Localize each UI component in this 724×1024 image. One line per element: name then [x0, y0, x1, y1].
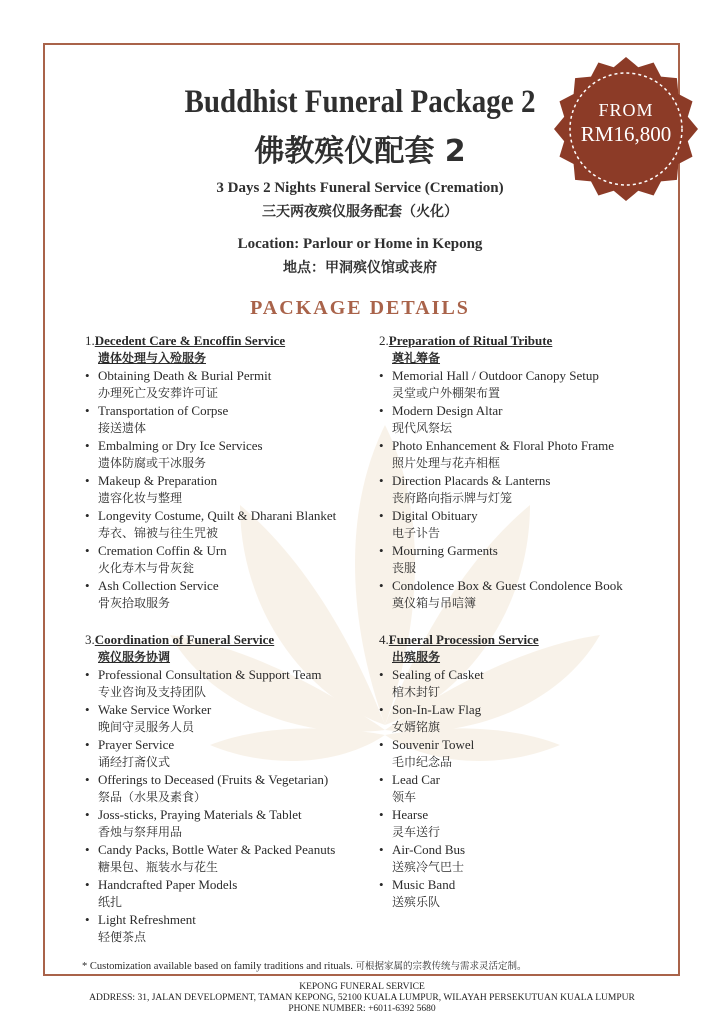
list-item: • Candy Packs, Bottle Water & Packed Peanuts 糖果包、瓶装水与花生	[85, 841, 335, 876]
section-ritual-tribute	[379, 332, 623, 612]
list-item: • Condolence Box & Guest Condolence Book 奠仪箱与吊唁簿	[379, 577, 623, 612]
item-list	[85, 367, 336, 612]
list-item: • Music Band 送殡乐队	[379, 876, 539, 911]
customization-note: * Customization available based on family traditions and rituals. 可根据家属的宗教传统与需求灵活定制。	[82, 961, 527, 972]
service-type: 3 Days 2 Nights Funeral Service (Cremation)	[216, 180, 504, 196]
footer-company: KEPONG FUNERAL SERVICE	[299, 982, 425, 992]
list-item: • Joss-sticks, Praying Materials & Tablet 香烛与祭拜用品	[85, 806, 335, 841]
list-item: • Longevity Costume, Quilt & Dharani Blanket 寿衣、锦被与往生咒被	[85, 507, 336, 542]
footer-phone: PHONE NUMBER: +6011-6392 5680	[288, 1004, 436, 1014]
list-item: • Direction Placards & Lanterns 丧府路向指示牌与灯笼	[379, 472, 623, 507]
list-item: • Son-In-Law Flag 女婿铭旗	[379, 701, 539, 736]
list-item: • Handcrafted Paper Models 纸扎	[85, 876, 335, 911]
list-item: • Ash Collection Service 骨灰拾取服务	[85, 577, 336, 612]
list-item: • Embalming or Dry Ice Services 遗体防腐或干冰服务	[85, 437, 336, 472]
list-item: • Transportation of Corpse 接送遗体	[85, 402, 336, 437]
section-title: 4.Funeral Procession Service	[379, 632, 539, 647]
section-funeral-procession	[379, 631, 539, 911]
section-title: 2.Preparation of Ritual Tribute	[379, 333, 553, 348]
list-item: • Modern Design Altar 现代风祭坛	[379, 402, 623, 437]
list-item: • Professional Consultation & Support Team 专业咨询及支持团队	[85, 666, 335, 701]
section-title-cn: 出殡服务	[392, 649, 441, 664]
location: Location: Parlour or Home in Kepong	[237, 236, 483, 252]
section-coordination	[85, 631, 335, 946]
section-title-cn: 殡仪服务协调	[98, 649, 171, 664]
list-item: • Wake Service Worker 晚间守灵服务人员	[85, 701, 335, 736]
section-title-cn: 遗体处理与入殓服务	[98, 350, 207, 365]
section-decedent-care	[85, 332, 336, 612]
list-item: • Makeup & Preparation 遗容化妆与整理	[85, 472, 336, 507]
package-details-heading: PACKAGE DETAILS	[250, 297, 470, 319]
badge-from-label: FROM	[598, 100, 654, 120]
list-item: • Cremation Coffin & Urn 火化寿木与骨灰瓮	[85, 542, 336, 577]
item-list	[85, 666, 335, 946]
list-item: • Light Refreshment 轻便茶点	[85, 911, 335, 946]
list-item: • Sealing of Casket 棺木封钉	[379, 666, 539, 701]
section-title: 1.Decedent Care & Encoffin Service	[85, 333, 286, 348]
section-title-cn: 奠礼筹备	[392, 350, 441, 365]
item-list	[379, 666, 539, 911]
list-item: • Mourning Garments 丧服	[379, 542, 623, 577]
page-title-cn: 佛教殡仪配套 2	[254, 134, 466, 169]
badge-price: RM16,800	[580, 122, 672, 146]
section-title: 3.Coordination of Funeral Service	[85, 632, 275, 647]
footer-address: ADDRESS: 31, JALAN DEVELOPMENT, TAMAN KEPONG, 52100 KUALA LUMPUR, WILAYAH PERSEKUTUAN KUALA LUMPUR	[89, 993, 635, 1003]
list-item: • Lead Car 领车	[379, 771, 539, 806]
list-item: • Memorial Hall / Outdoor Canopy Setup 灵堂或户外棚架布置	[379, 367, 623, 402]
list-item: • Obtaining Death & Burial Permit 办理死亡及安葬许可证	[85, 367, 336, 402]
page-title: Buddhist Funeral Package 2	[184, 84, 536, 120]
list-item: • Prayer Service 诵经打斋仪式	[85, 736, 335, 771]
list-item: • Air-Cond Bus 送殡冷气巴士	[379, 841, 539, 876]
location-cn: 地点：甲洞殡仪馆或丧府	[283, 260, 437, 276]
list-item: • Offerings to Deceased (Fruits & Vegetarian) 祭品（水果及素食）	[85, 771, 335, 806]
list-item: • Digital Obituary 电子讣告	[379, 507, 623, 542]
item-list	[379, 367, 623, 612]
list-item: • Photo Enhancement & Floral Photo Frame 照片处理与花卉相框	[379, 437, 623, 472]
list-item: • Hearse 灵车送行	[379, 806, 539, 841]
service-type-cn: 三天两夜殡仪服务配套（火化）	[262, 204, 458, 220]
list-item: • Souvenir Towel 毛巾纪念品	[379, 736, 539, 771]
